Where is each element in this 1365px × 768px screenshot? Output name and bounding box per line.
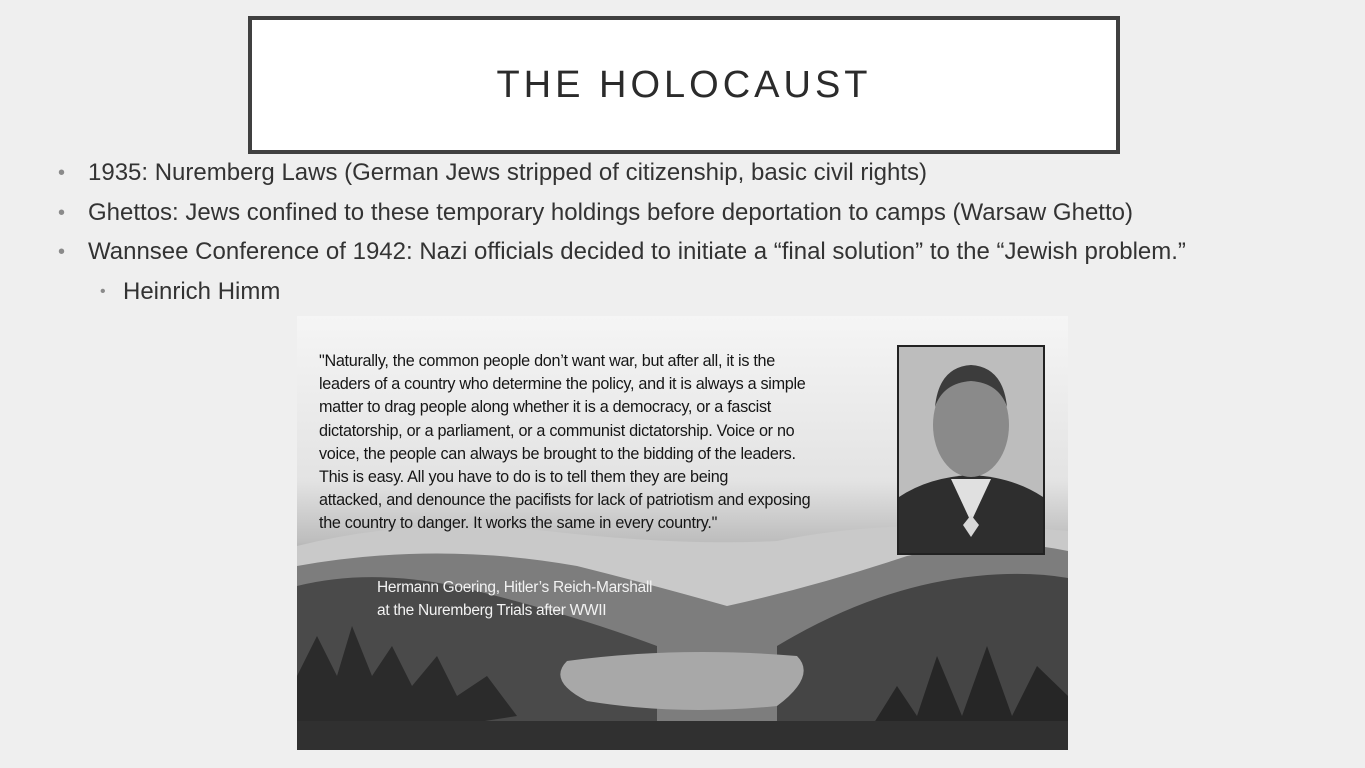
bullet-item (58, 196, 1348, 230)
quote-line: matter to drag people along whether it is a democracy, or a fascist (319, 398, 771, 417)
quote-line: "Naturally, the common people don’t want war, but after all, it is the (319, 352, 775, 370)
bullet-item (58, 235, 1288, 269)
attribution-line: Hermann Goering, Hitler’s Reich-Marshall (377, 579, 653, 596)
quote-line: leaders of a country who determine the policy, and it is always a simple (319, 375, 806, 394)
quote-text (319, 350, 899, 536)
bullet-text: Ghettos: Jews confined to these temporary holdings before deportation to camps (Warsaw Ghetto) (88, 199, 1133, 226)
bullet-dot: • (58, 241, 66, 263)
bullet-dot: • (58, 162, 66, 184)
attribution-line: at the Nuremberg Trials after WWII (377, 602, 607, 619)
quote-line: This is easy. All you have to do is to tell them they are being (319, 468, 729, 487)
quote-image (297, 316, 1068, 750)
quote-line: the country to danger. It works the same in every country." (319, 514, 718, 533)
slide-title: THE HOLOCAUST (496, 63, 872, 106)
title-box (248, 16, 1120, 154)
quote-attribution (377, 576, 737, 622)
bullet-text: 1935: Nuremberg Laws (German Jews stripped of citizenship, basic civil rights) (88, 159, 928, 186)
bullet-text: Wannsee Conference of 1942: Nazi officials decided to initiate a “final solution” to the “Jewish problem.” (88, 238, 1186, 265)
lake (560, 652, 803, 710)
bullet-dot: • (100, 283, 106, 300)
bullet-dot: • (58, 202, 66, 224)
quote-line: voice, the people can always be brought to the bidding of the leaders. (319, 444, 796, 463)
sub-bullet-item (58, 275, 1348, 309)
quote-line: attacked, and denounce the pacifists for lack of patriotism and exposing (319, 491, 811, 510)
quote-line: dictatorship, or a parliament, or a communist dictatorship. Voice or no (319, 421, 795, 440)
portrait-illustration (899, 347, 1043, 553)
portrait-photo (897, 345, 1045, 555)
bullet-text: Heinrich Himm (123, 278, 281, 305)
bottom-foliage (297, 721, 1068, 750)
bullet-item (58, 156, 1348, 190)
bullet-list (58, 156, 1348, 309)
